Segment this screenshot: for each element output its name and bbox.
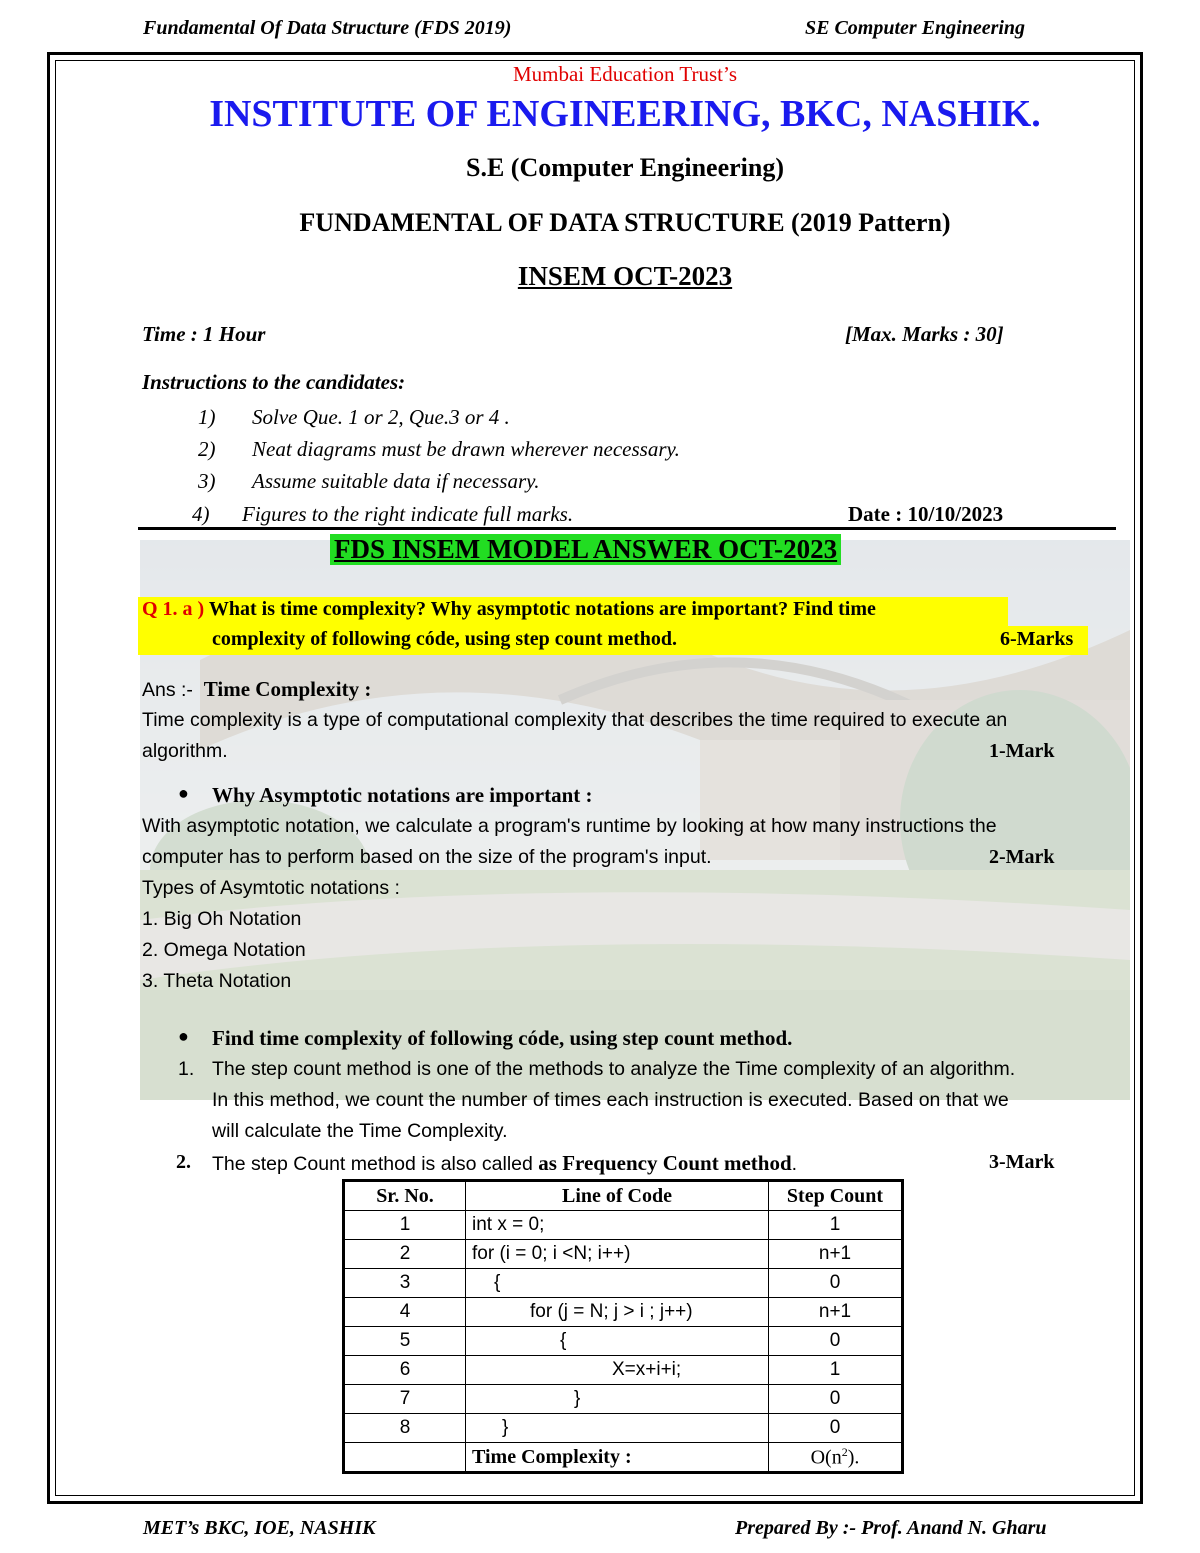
instruction-number: 1) — [198, 405, 216, 429]
answer-text: The step count method is one of the methods to analyze the Time complexity of an algorithm. — [212, 1058, 1016, 1080]
complexity-base: O(n — [810, 1446, 842, 1469]
table-cell-sr: 4 — [344, 1298, 466, 1327]
marks-label: 1-Mark — [989, 740, 1055, 762]
model-answer-title: FDS INSEM MODEL ANSWER OCT-2023 — [330, 534, 841, 565]
table-cell-count: 0 — [769, 1414, 903, 1443]
question-line: What is time complexity? Why asymptotic notations are important? Find time — [204, 598, 876, 620]
table-cell-sr: 3 — [344, 1269, 466, 1298]
page-footer-left: MET’s BKC, IOE, NASHIK — [143, 1517, 376, 1539]
table-row — [344, 1269, 903, 1298]
question-number: Q 1. a ) — [142, 598, 205, 620]
table-row — [344, 1356, 903, 1385]
question-marks: 6-Marks — [1000, 628, 1074, 650]
instruction-number: 4) — [192, 502, 210, 526]
table-cell-sr: 7 — [344, 1385, 466, 1414]
instruction-number: 3) — [198, 469, 216, 493]
table-cell-sr: 1 — [344, 1211, 466, 1240]
table-row — [344, 1385, 903, 1414]
marks-label: 2-Mark — [989, 846, 1055, 868]
instruction-number: 2) — [198, 437, 216, 461]
question-line: complexity of following códe, using step count method. — [212, 628, 677, 650]
table-cell-code: int x = 0; — [466, 1211, 769, 1240]
answer-text: Time complexity is a type of computational complexity that describes the time required to execute an — [142, 709, 1008, 731]
table-cell-code: for (i = 0; i <N; i++) — [466, 1240, 769, 1269]
table-cell-code: X=x+i+i; — [466, 1356, 769, 1385]
answer-text: Types of Asymtotic notations : — [142, 877, 400, 899]
list-item: 2. Omega Notation — [142, 939, 306, 961]
instruction-text: Neat diagrams must be drawn wherever necessary. — [252, 437, 680, 461]
table-cell-count: 1 — [769, 1356, 903, 1385]
time-complexity-value — [769, 1443, 903, 1473]
table-cell-code: } — [466, 1414, 769, 1443]
list-number: 1. — [178, 1058, 195, 1080]
instruction-text: Assume suitable data if necessary. — [252, 469, 540, 493]
course-title: S.E (Computer Engineering) — [465, 153, 785, 182]
table-cell-empty — [344, 1443, 466, 1473]
answer-text — [212, 1151, 797, 1176]
table-cell-count: 0 — [769, 1327, 903, 1356]
table-row — [344, 1414, 903, 1443]
bullet-icon: ● — [178, 783, 189, 803]
instruction-text: Figures to the right indicate full marks. — [242, 502, 574, 526]
table-cell-count: 0 — [769, 1385, 903, 1414]
page-header-left: Fundamental Of Data Structure (FDS 2019) — [143, 17, 512, 39]
page-header-right: SE Computer Engineering — [805, 17, 1026, 39]
answer-text-part: The step Count method is also called — [212, 1153, 539, 1175]
exam-date: Date : 10/10/2023 — [848, 502, 1004, 526]
list-item: 3. Theta Notation — [142, 970, 292, 992]
table-cell-count: n+1 — [769, 1240, 903, 1269]
step-count-table — [342, 1179, 904, 1474]
answer-text-part: . — [791, 1153, 798, 1175]
exam-time: Time : 1 Hour — [142, 322, 266, 346]
answer-text: With asymptotic notation, we calculate a program's runtime by looking at how many instructions the — [142, 815, 997, 837]
table-row — [344, 1327, 903, 1356]
why-asymptotic-heading: Why Asymptotic notations are important : — [212, 783, 593, 807]
institute-name: INSTITUTE OF ENGINEERING, BKC, NASHIK. — [209, 93, 1041, 135]
column-header: Line of Code — [466, 1181, 769, 1211]
answer-heading — [142, 677, 371, 702]
table-cell-code: for (j = N; j > i ; j++) — [466, 1298, 769, 1327]
table-cell-sr: 8 — [344, 1414, 466, 1443]
instruction-text: Solve Que. 1 or 2, Que.3 or 4 . — [252, 405, 510, 429]
table-cell-count: 1 — [769, 1211, 903, 1240]
table-cell-sr: 6 — [344, 1356, 466, 1385]
bullet-icon: ● — [178, 1026, 189, 1046]
table-row — [344, 1240, 903, 1269]
table-cell-count: n+1 — [769, 1298, 903, 1327]
table-cell-count: 0 — [769, 1269, 903, 1298]
time-complexity-label: Time Complexity : — [466, 1443, 769, 1473]
divider — [138, 527, 1116, 530]
table-cell-code: } — [466, 1385, 769, 1414]
column-header: Sr. No. — [344, 1181, 466, 1211]
answer-text: will calculate the Time Complexity. — [212, 1120, 508, 1142]
answer-text: algorithm. — [142, 740, 228, 762]
table-cell-code: { — [466, 1327, 769, 1356]
exam-max-marks: [Max. Marks : 30] — [845, 322, 1004, 346]
answer-text: In this method, we count the number of times each instruction is executed. Based on that we — [212, 1089, 1009, 1111]
table-row — [344, 1211, 903, 1240]
answer-label: Ans :- — [142, 679, 193, 701]
list-number: 2. — [176, 1151, 191, 1173]
answer-text-bold: as Frequency Count method — [538, 1151, 792, 1175]
column-header: Step Count — [769, 1181, 903, 1211]
complexity-exponent: 2 — [841, 1444, 848, 1459]
list-item: 1. Big Oh Notation — [142, 908, 302, 930]
table-header-row — [344, 1181, 903, 1211]
table-footer-row — [344, 1443, 903, 1473]
time-complexity-heading: Time Complexity : — [203, 677, 372, 701]
answer-text: computer has to perform based on the size of the program's input. — [142, 846, 712, 868]
marks-label: 3-Mark — [989, 1151, 1055, 1173]
page-footer-right: Prepared By :- Prof. Anand N. Gharu — [735, 1517, 1047, 1539]
table-cell-sr: 2 — [344, 1240, 466, 1269]
complexity-end: ). — [847, 1446, 860, 1469]
subject-title: FUNDAMENTAL OF DATA STRUCTURE (2019 Pattern) — [299, 208, 951, 237]
instructions-title: Instructions to the candidates: — [142, 370, 406, 394]
exam-title: INSEM OCT-2023 — [517, 261, 733, 291]
table-cell-sr: 5 — [344, 1327, 466, 1356]
question-text — [142, 598, 876, 621]
table-cell-code: { — [466, 1269, 769, 1298]
table-row — [344, 1298, 903, 1327]
trust-name: Mumbai Education Trust’s — [512, 62, 738, 86]
find-complexity-heading: Find time complexity of following códe, using step count method. — [212, 1026, 793, 1050]
